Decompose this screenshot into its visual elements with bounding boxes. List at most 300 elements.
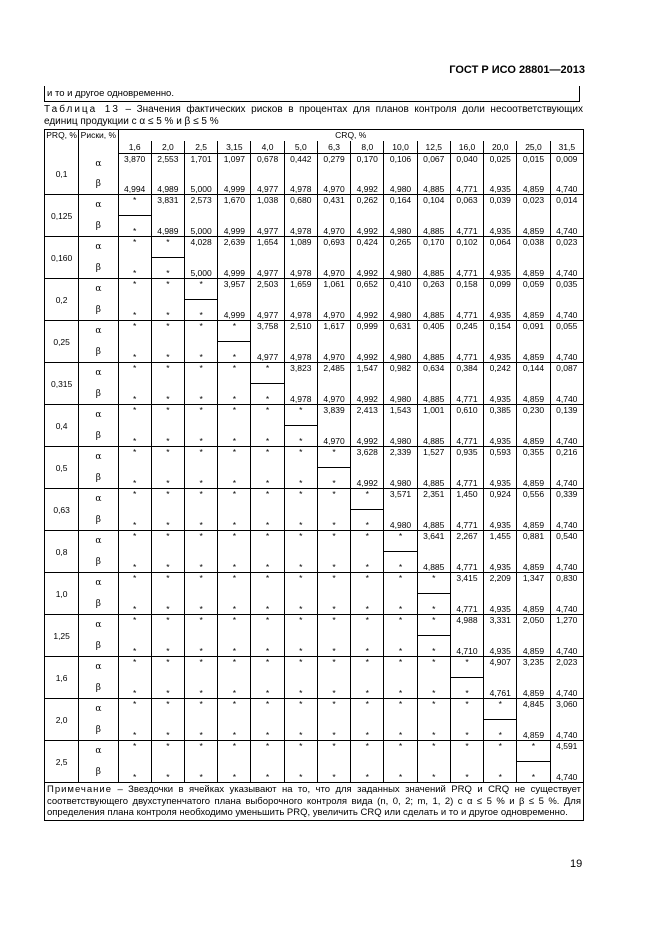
alpha-value-cell: *	[185, 321, 218, 342]
alpha-value-cell: *	[218, 741, 251, 762]
crq-header-cell: 12,5	[417, 141, 450, 154]
beta-value-cell: 4,859	[517, 258, 550, 279]
beta-value-cell: *	[317, 678, 350, 699]
beta-value-cell: *	[151, 636, 184, 657]
beta-value-cell: 4,992	[351, 300, 384, 321]
alpha-value-cell: 0,385	[484, 405, 517, 426]
risk-alpha-label: α	[79, 195, 118, 216]
beta-value-cell: 4,771	[450, 426, 483, 447]
beta-value-cell: *	[251, 384, 284, 405]
beta-value-cell: 4,935	[484, 552, 517, 573]
alpha-value-cell: 1,455	[484, 531, 517, 552]
alpha-value-cell: 2,573	[185, 195, 218, 216]
alpha-value-cell: *	[151, 657, 184, 678]
table-row-alpha	[45, 615, 584, 636]
alpha-value-cell: 1,450	[450, 489, 483, 510]
alpha-value-cell: 1,701	[185, 154, 218, 175]
table-row-beta	[45, 216, 584, 237]
beta-value-cell: *	[151, 762, 184, 783]
alpha-value-cell: *	[118, 699, 151, 720]
beta-value-cell: 4,771	[450, 300, 483, 321]
risk-alpha-label: α	[79, 657, 118, 678]
alpha-value-cell: 1,654	[251, 237, 284, 258]
table-row-beta	[45, 552, 584, 573]
beta-value-cell: 4,740	[550, 468, 583, 489]
beta-value-cell: *	[218, 384, 251, 405]
alpha-value-cell: *	[251, 657, 284, 678]
alpha-value-cell: *	[151, 741, 184, 762]
risk-beta-label: β	[79, 300, 118, 321]
crq-header-cell: 6,3	[317, 141, 350, 154]
beta-value-cell: *	[118, 216, 151, 237]
alpha-value-cell: 1,659	[284, 279, 317, 300]
beta-value-cell: 4,885	[417, 342, 450, 363]
beta-value-cell: 4,771	[450, 258, 483, 279]
prq-cell: 0,160	[45, 237, 79, 279]
beta-value-cell: *	[317, 720, 350, 741]
alpha-value-cell: 0,693	[317, 237, 350, 258]
beta-value-cell: 4,859	[517, 636, 550, 657]
alpha-value-cell: *	[151, 279, 184, 300]
beta-value-cell: *	[384, 762, 417, 783]
alpha-value-cell: *	[218, 363, 251, 384]
alpha-value-cell: *	[384, 699, 417, 720]
alpha-value-cell: 0,035	[550, 279, 583, 300]
beta-value-cell: 4,999	[218, 300, 251, 321]
beta-value-cell: *	[185, 636, 218, 657]
beta-value-cell: *	[450, 720, 483, 741]
alpha-value-cell: 0,014	[550, 195, 583, 216]
risk-beta-label: β	[79, 216, 118, 237]
beta-value-cell: 4,771	[450, 510, 483, 531]
alpha-value-cell: *	[218, 531, 251, 552]
alpha-value-cell: *	[284, 489, 317, 510]
beta-value-cell: 4,771	[450, 342, 483, 363]
beta-value-cell: 4,935	[484, 426, 517, 447]
alpha-value-cell: 0,059	[517, 279, 550, 300]
beta-value-cell: *	[251, 552, 284, 573]
alpha-value-cell: *	[185, 447, 218, 468]
alpha-value-cell: 0,230	[517, 405, 550, 426]
alpha-value-cell: 1,001	[417, 405, 450, 426]
alpha-value-cell: *	[317, 531, 350, 552]
alpha-value-cell: 0,063	[450, 195, 483, 216]
note-text: – Звездочки в ячейках указывают на то, что для заданных значений PRQ и CRQ не существует соответствующего двухступенчатого плана выборочного контроля вида (n, 0, 2; m, 1, 2) с α ≤ 5 % и β ≤ 5 %. Для определения плана контроля необходимо уменьшить PRQ, увеличить CRQ или сделать и то и другое одновременно.	[47, 784, 581, 818]
prq-cell: 0,125	[45, 195, 79, 237]
beta-value-cell: 4,977	[251, 174, 284, 195]
alpha-value-cell: *	[185, 615, 218, 636]
beta-value-cell: 4,980	[384, 510, 417, 531]
alpha-value-cell: 2,209	[484, 573, 517, 594]
alpha-value-cell: *	[185, 573, 218, 594]
alpha-value-cell: *	[384, 657, 417, 678]
alpha-value-cell: *	[151, 489, 184, 510]
beta-value-cell: 4,977	[251, 300, 284, 321]
beta-value-cell: *	[351, 552, 384, 573]
beta-value-cell: 4,859	[517, 510, 550, 531]
table-row-alpha	[45, 531, 584, 552]
beta-value-cell: *	[185, 720, 218, 741]
beta-value-cell: *	[351, 678, 384, 699]
crq-header-cell: 8,0	[351, 141, 384, 154]
beta-value-cell: *	[251, 720, 284, 741]
beta-value-cell: *	[218, 342, 251, 363]
beta-value-cell: *	[118, 678, 151, 699]
beta-value-cell: *	[251, 678, 284, 699]
beta-value-cell: *	[251, 594, 284, 615]
beta-value-cell: 4,859	[517, 216, 550, 237]
beta-value-cell: 4,740	[550, 342, 583, 363]
beta-value-cell: *	[185, 594, 218, 615]
alpha-value-cell: *	[185, 363, 218, 384]
alpha-value-cell: 2,267	[450, 531, 483, 552]
alpha-value-cell: *	[450, 657, 483, 678]
alpha-value-cell: 0,245	[450, 321, 483, 342]
beta-value-cell: 4,859	[517, 720, 550, 741]
alpha-value-cell: *	[118, 489, 151, 510]
beta-value-cell: *	[218, 468, 251, 489]
beta-value-cell: *	[151, 342, 184, 363]
beta-value-cell: 4,978	[284, 216, 317, 237]
beta-value-cell: 4,885	[417, 216, 450, 237]
risk-table	[44, 129, 584, 821]
alpha-value-cell: *	[218, 615, 251, 636]
beta-value-cell: *	[218, 510, 251, 531]
alpha-value-cell: 2,023	[550, 657, 583, 678]
alpha-value-cell: *	[251, 741, 284, 762]
alpha-value-cell: *	[118, 741, 151, 762]
alpha-value-cell: 4,591	[550, 741, 583, 762]
risk-beta-label: β	[79, 426, 118, 447]
alpha-value-cell: *	[484, 741, 517, 762]
alpha-value-cell: *	[284, 531, 317, 552]
table-row-beta	[45, 300, 584, 321]
beta-value-cell: 4,935	[484, 342, 517, 363]
alpha-value-cell: 1,617	[317, 321, 350, 342]
alpha-value-cell: 0,091	[517, 321, 550, 342]
beta-value-cell: *	[317, 552, 350, 573]
alpha-value-cell: 2,485	[317, 363, 350, 384]
alpha-value-cell: *	[351, 531, 384, 552]
beta-value-cell: 4,999	[218, 216, 251, 237]
table-row-beta	[45, 384, 584, 405]
alpha-value-cell: 0,999	[351, 321, 384, 342]
prq-cell: 1,6	[45, 657, 79, 699]
table-row-beta	[45, 426, 584, 447]
beta-value-cell: 4,935	[484, 300, 517, 321]
beta-value-cell: 4,885	[417, 510, 450, 531]
alpha-value-cell: *	[351, 573, 384, 594]
alpha-value-cell: 2,510	[284, 321, 317, 342]
table-row-alpha	[45, 699, 584, 720]
beta-value-cell: *	[284, 720, 317, 741]
alpha-value-cell: *	[151, 237, 184, 258]
alpha-value-cell: 0,023	[550, 237, 583, 258]
alpha-value-cell: 0,830	[550, 573, 583, 594]
beta-value-cell: *	[251, 426, 284, 447]
beta-value-cell: *	[185, 678, 218, 699]
beta-value-cell: *	[317, 636, 350, 657]
beta-value-cell: 4,859	[517, 342, 550, 363]
beta-value-cell: 4,740	[550, 174, 583, 195]
risk-alpha-label: α	[79, 531, 118, 552]
beta-value-cell: 4,740	[550, 678, 583, 699]
beta-value-cell: *	[218, 552, 251, 573]
alpha-value-cell: *	[251, 531, 284, 552]
beta-value-cell: 4,980	[384, 384, 417, 405]
prq-cell: 0,25	[45, 321, 79, 363]
alpha-value-cell: 1,061	[317, 279, 350, 300]
alpha-value-cell: *	[450, 741, 483, 762]
beta-value-cell: *	[484, 762, 517, 783]
alpha-value-cell: 0,678	[251, 154, 284, 175]
table-row-beta	[45, 594, 584, 615]
beta-value-cell: 4,771	[450, 174, 483, 195]
alpha-value-cell: 0,015	[517, 154, 550, 175]
beta-value-cell: *	[284, 510, 317, 531]
alpha-value-cell: 0,154	[484, 321, 517, 342]
beta-value-cell: *	[185, 468, 218, 489]
beta-value-cell: 4,989	[151, 216, 184, 237]
alpha-value-cell: 1,089	[284, 237, 317, 258]
beta-value-cell: *	[118, 720, 151, 741]
beta-value-cell: 4,771	[450, 552, 483, 573]
table-row-alpha	[45, 154, 584, 175]
alpha-value-cell: *	[151, 405, 184, 426]
alpha-value-cell: 0,102	[450, 237, 483, 258]
col-header-prq: PRQ, %	[45, 130, 79, 154]
alpha-value-cell: 0,540	[550, 531, 583, 552]
alpha-value-cell: 0,410	[384, 279, 417, 300]
risk-beta-label: β	[79, 678, 118, 699]
alpha-value-cell: 2,503	[251, 279, 284, 300]
alpha-value-cell: *	[284, 657, 317, 678]
beta-value-cell: *	[317, 762, 350, 783]
beta-value-cell: 4,935	[484, 384, 517, 405]
alpha-value-cell: *	[417, 573, 450, 594]
table-row-alpha	[45, 447, 584, 468]
alpha-value-cell: 4,028	[185, 237, 218, 258]
beta-value-cell: 4,740	[550, 636, 583, 657]
alpha-value-cell: *	[351, 741, 384, 762]
alpha-value-cell: 0,038	[517, 237, 550, 258]
crq-header-cell: 3,15	[218, 141, 251, 154]
beta-value-cell: 4,740	[550, 720, 583, 741]
alpha-value-cell: 1,543	[384, 405, 417, 426]
beta-value-cell: *	[151, 258, 184, 279]
beta-value-cell: 4,740	[550, 552, 583, 573]
beta-value-cell: 4,980	[384, 426, 417, 447]
alpha-value-cell: 3,641	[417, 531, 450, 552]
risk-beta-label: β	[79, 510, 118, 531]
beta-value-cell: *	[151, 678, 184, 699]
alpha-value-cell: 3,957	[218, 279, 251, 300]
beta-value-cell: 4,771	[450, 384, 483, 405]
alpha-value-cell: *	[118, 321, 151, 342]
risk-alpha-label: α	[79, 154, 118, 175]
alpha-value-cell: *	[417, 615, 450, 636]
prq-cell: 0,1	[45, 154, 79, 195]
col-header-crq: CRQ, %	[118, 130, 583, 142]
crq-header-cell: 2,0	[151, 141, 184, 154]
beta-value-cell: 4,740	[550, 426, 583, 447]
beta-value-cell: *	[284, 636, 317, 657]
beta-value-cell: *	[151, 552, 184, 573]
table-row-alpha	[45, 489, 584, 510]
alpha-value-cell: 0,144	[517, 363, 550, 384]
beta-value-cell: *	[351, 762, 384, 783]
table-caption-text: – Значения фактических рисков в процентах для планов контроля доли несоответствующих единиц продукции с α ≤ 5 % и β ≤ 5 %	[44, 104, 583, 127]
alpha-value-cell: 0,104	[417, 195, 450, 216]
table-caption	[44, 104, 583, 128]
risk-alpha-label: α	[79, 699, 118, 720]
beta-value-cell: *	[351, 510, 384, 531]
table-row-alpha	[45, 573, 584, 594]
alpha-value-cell: *	[251, 363, 284, 384]
alpha-value-cell: *	[185, 531, 218, 552]
beta-value-cell: *	[118, 426, 151, 447]
alpha-value-cell: 4,845	[517, 699, 550, 720]
beta-value-cell: *	[484, 720, 517, 741]
alpha-value-cell: 0,935	[450, 447, 483, 468]
alpha-value-cell: 2,351	[417, 489, 450, 510]
alpha-value-cell: *	[118, 195, 151, 216]
beta-value-cell: *	[251, 636, 284, 657]
table-row-alpha	[45, 405, 584, 426]
alpha-value-cell: *	[151, 615, 184, 636]
alpha-value-cell: 0,023	[517, 195, 550, 216]
crq-header-cell: 1,6	[118, 141, 151, 154]
beta-value-cell: 4,740	[550, 510, 583, 531]
beta-value-cell: 4,740	[550, 258, 583, 279]
alpha-value-cell: 0,556	[517, 489, 550, 510]
beta-value-cell: *	[384, 594, 417, 615]
alpha-value-cell: 3,839	[317, 405, 350, 426]
alpha-value-cell: *	[218, 405, 251, 426]
alpha-value-cell: 0,265	[384, 237, 417, 258]
alpha-value-cell: 0,593	[484, 447, 517, 468]
beta-value-cell: *	[384, 720, 417, 741]
alpha-value-cell: *	[384, 531, 417, 552]
beta-value-cell: 4,970	[317, 384, 350, 405]
alpha-value-cell: *	[251, 615, 284, 636]
alpha-value-cell: *	[118, 657, 151, 678]
alpha-value-cell: 0,652	[351, 279, 384, 300]
alpha-value-cell: *	[218, 699, 251, 720]
prq-cell: 2,0	[45, 699, 79, 741]
alpha-value-cell: 0,279	[317, 154, 350, 175]
alpha-value-cell: *	[351, 657, 384, 678]
table-row-alpha	[45, 657, 584, 678]
alpha-value-cell: 4,907	[484, 657, 517, 678]
beta-value-cell: 4,992	[351, 384, 384, 405]
beta-value-cell: 4,980	[384, 216, 417, 237]
risk-beta-label: β	[79, 594, 118, 615]
beta-value-cell: 4,859	[517, 174, 550, 195]
beta-value-cell: *	[351, 720, 384, 741]
risk-alpha-label: α	[79, 447, 118, 468]
alpha-value-cell: *	[517, 741, 550, 762]
beta-value-cell: 4,885	[417, 552, 450, 573]
alpha-value-cell: *	[218, 489, 251, 510]
alpha-value-cell: *	[317, 657, 350, 678]
alpha-value-cell: *	[218, 573, 251, 594]
alpha-value-cell: 0,064	[484, 237, 517, 258]
alpha-value-cell: 1,547	[351, 363, 384, 384]
alpha-value-cell: 0,216	[550, 447, 583, 468]
alpha-value-cell: *	[317, 489, 350, 510]
beta-value-cell: 4,970	[317, 342, 350, 363]
beta-value-cell: 4,978	[284, 384, 317, 405]
crq-header-cell: 25,0	[517, 141, 550, 154]
page-number: 19	[570, 858, 583, 870]
beta-value-cell: *	[384, 552, 417, 573]
alpha-value-cell: *	[151, 447, 184, 468]
beta-value-cell: *	[417, 678, 450, 699]
beta-value-cell: *	[118, 762, 151, 783]
alpha-value-cell: *	[185, 741, 218, 762]
alpha-value-cell: *	[251, 699, 284, 720]
alpha-value-cell: 0,405	[417, 321, 450, 342]
beta-value-cell: 4,980	[384, 342, 417, 363]
risk-alpha-label: α	[79, 321, 118, 342]
alpha-value-cell: 0,680	[284, 195, 317, 216]
beta-value-cell: 4,978	[284, 174, 317, 195]
alpha-value-cell: 4,988	[450, 615, 483, 636]
alpha-value-cell: *	[251, 447, 284, 468]
beta-value-cell: *	[251, 762, 284, 783]
beta-value-cell: *	[417, 594, 450, 615]
beta-value-cell: 4,980	[384, 468, 417, 489]
beta-value-cell: 4,761	[484, 678, 517, 699]
alpha-value-cell: *	[351, 489, 384, 510]
alpha-value-cell: *	[284, 699, 317, 720]
alpha-value-cell: 0,025	[484, 154, 517, 175]
beta-value-cell: *	[118, 384, 151, 405]
prq-cell: 1,0	[45, 573, 79, 615]
alpha-value-cell: 0,431	[317, 195, 350, 216]
alpha-value-cell: *	[185, 699, 218, 720]
table-row-alpha	[45, 195, 584, 216]
beta-value-cell: 5,000	[185, 258, 218, 279]
alpha-value-cell: *	[151, 531, 184, 552]
beta-value-cell: *	[118, 552, 151, 573]
beta-value-cell: *	[185, 552, 218, 573]
alpha-value-cell: *	[185, 279, 218, 300]
alpha-value-cell: 2,339	[384, 447, 417, 468]
beta-value-cell: 4,935	[484, 594, 517, 615]
beta-value-cell: *	[118, 300, 151, 321]
beta-value-cell: 4,980	[384, 258, 417, 279]
alpha-value-cell: 2,413	[351, 405, 384, 426]
beta-value-cell: 4,970	[317, 174, 350, 195]
beta-value-cell: 4,859	[517, 678, 550, 699]
alpha-value-cell: *	[384, 615, 417, 636]
alpha-value-cell: 1,097	[218, 154, 251, 175]
alpha-value-cell: 0,924	[484, 489, 517, 510]
alpha-value-cell: 0,067	[417, 154, 450, 175]
beta-value-cell: 4,999	[218, 174, 251, 195]
risk-alpha-label: α	[79, 237, 118, 258]
alpha-value-cell: 0,982	[384, 363, 417, 384]
beta-value-cell: 4,992	[351, 174, 384, 195]
continuation-text: и то и другое одновременно.	[44, 86, 580, 102]
table-row-beta	[45, 174, 584, 195]
alpha-value-cell: *	[118, 573, 151, 594]
table-row-alpha	[45, 741, 584, 762]
alpha-value-cell: *	[417, 741, 450, 762]
table-row-alpha	[45, 279, 584, 300]
